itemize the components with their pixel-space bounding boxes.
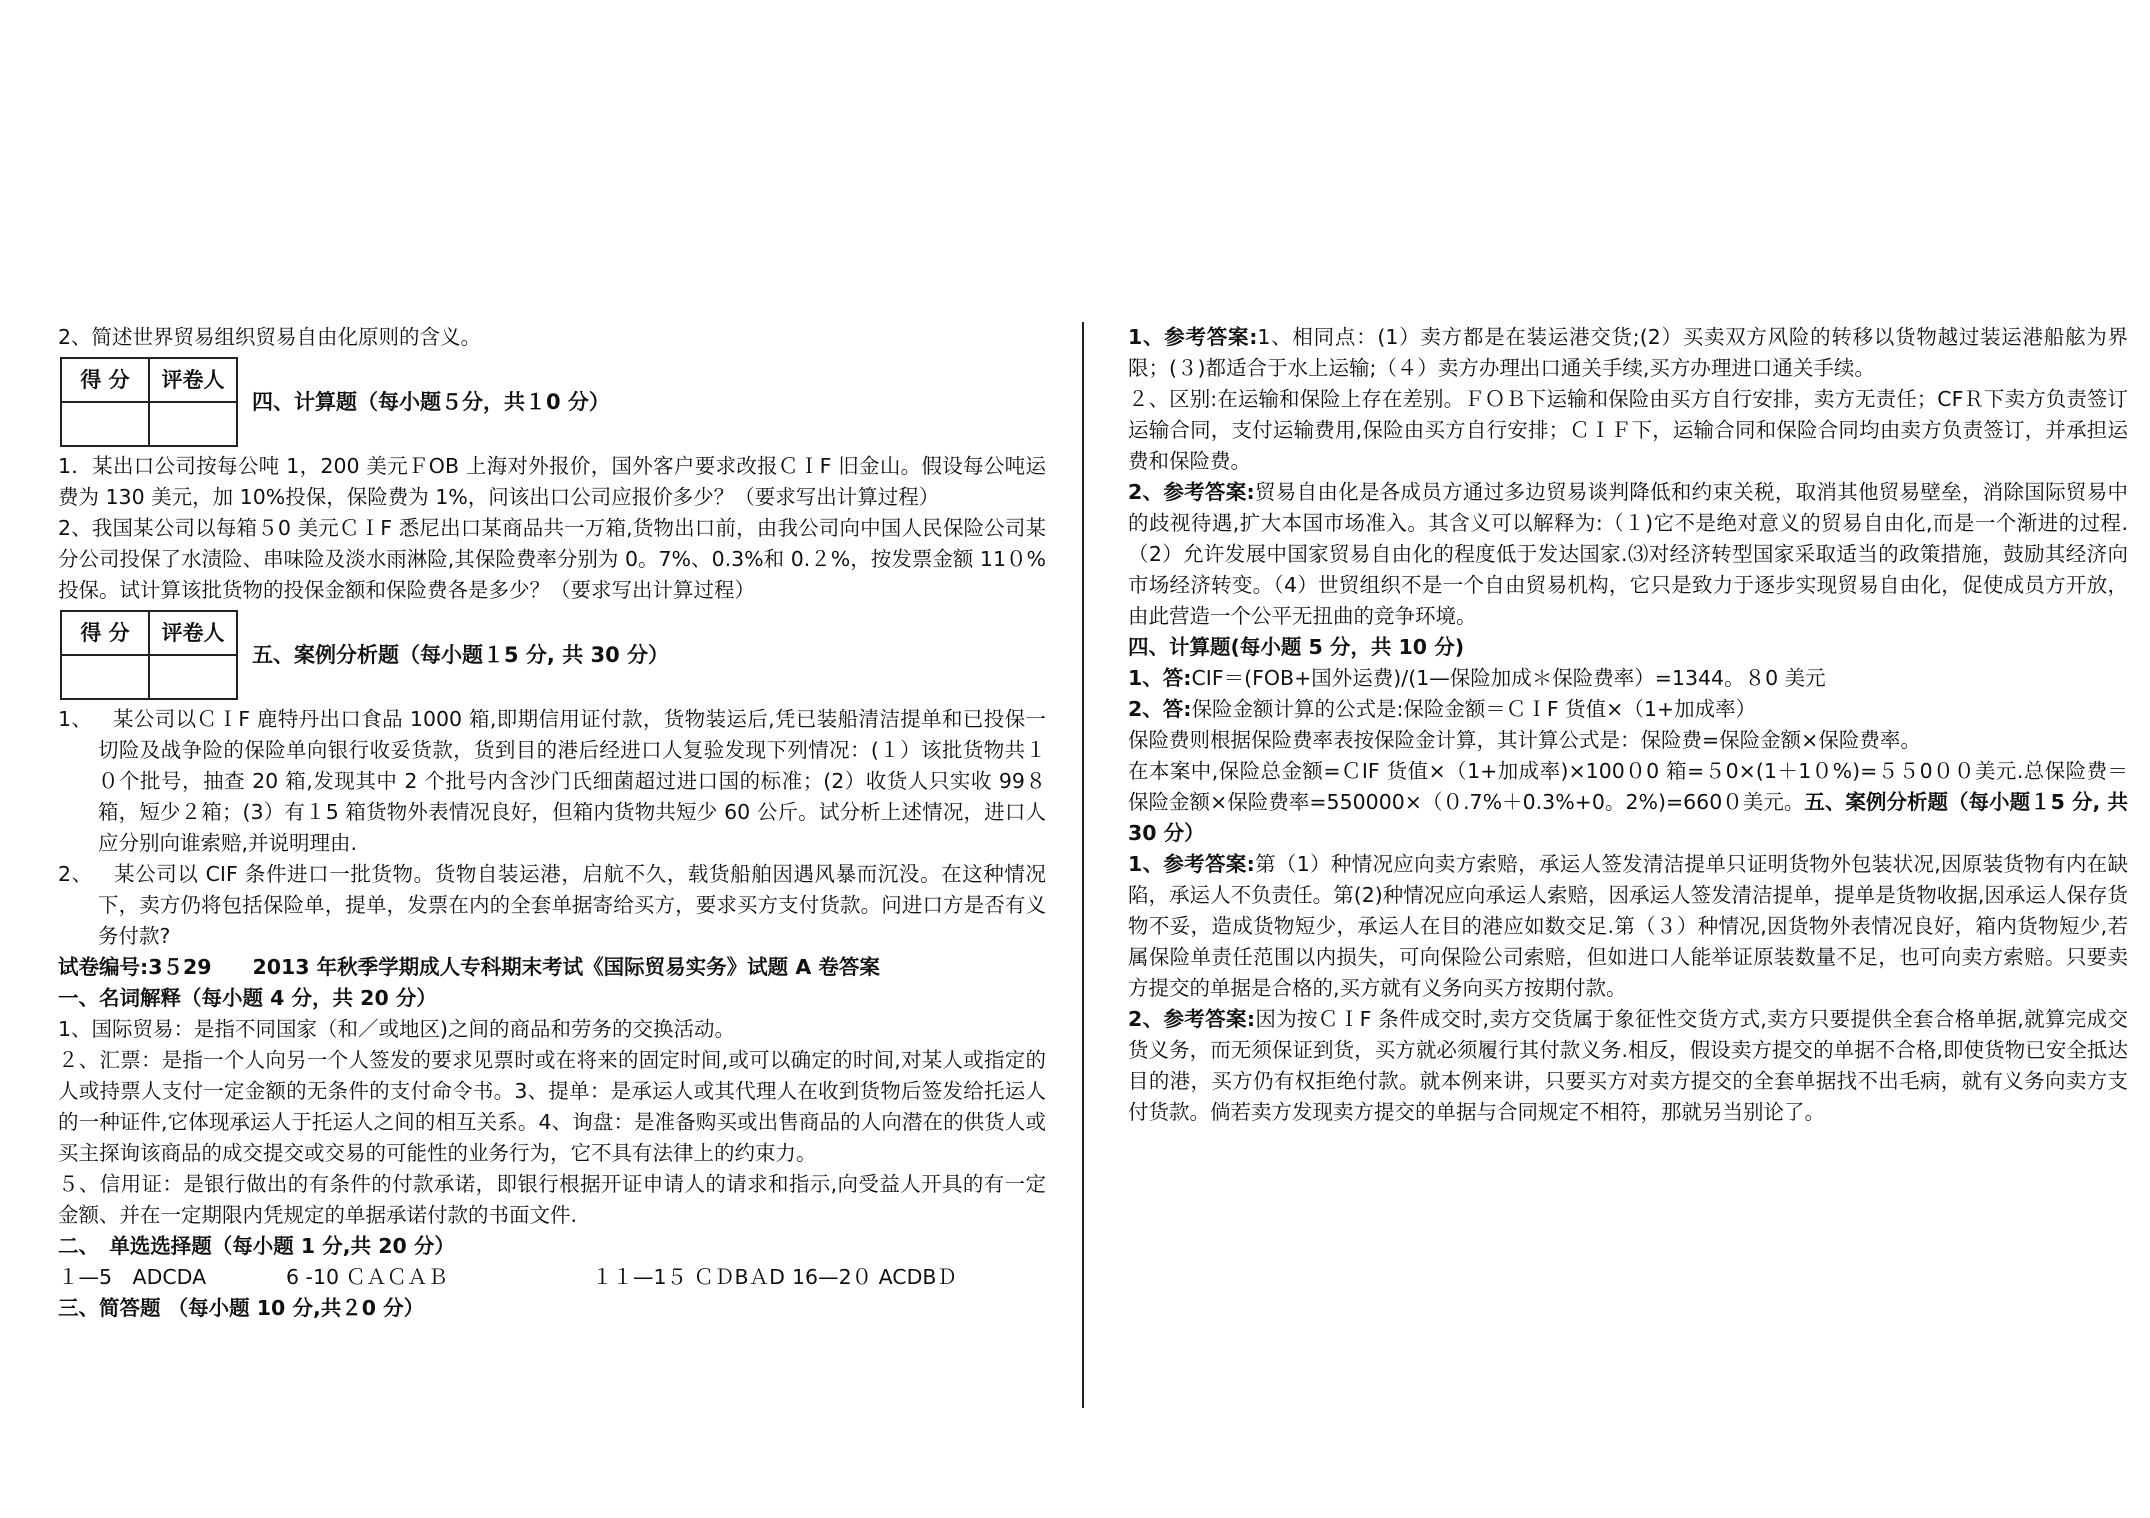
case-answer-2 [1128,1004,2128,1128]
left-column [58,322,1046,1324]
grader-label: 评卷人 [149,358,237,402]
mc-answers-16-20: 16—2０ ACDBＤ [792,1265,957,1289]
score-cell [61,402,149,446]
calc-answer-2-formula: 保险费则根据保险费率表按保险金计算，其计算公式是：保险费=保险金额×保险费率。 [1128,728,1921,752]
answer-section-1-title: 一、名词解释（每小题 4 分，共 20 分） [58,986,437,1010]
calc-answer-2 [1128,694,2128,725]
answer-term-1: 1、国际贸易：是指不同国家（和／或地区)之间的商品和劳务的交换活动。 [58,1017,736,1041]
section-4-title: 四、计算题（每小题５分，共１0 分） [252,389,610,414]
calc-answer-2-text: 保险金额计算的公式是:保险金额＝ＣＩF 货值×（1+加成率） [1191,697,1757,721]
mc-answers-11-15: １１—1５ ＣＤBＡD [592,1265,785,1289]
calc-question-2: 2、我国某公司以每箱５0 美元ＣＩF 悉尼出口某商品共一万箱,货物出口前，由我公司向中国人民保险公司某分公司投保了水渍险、串味险及淡水雨淋险,其保险费率分别为 0。7%、0.3%和 0.２%，按发票金额 11０%投保。试计算该批货物的投保金额和保险费各是多少？（要求写出计算过程） [58,516,1046,602]
grader-label: 评卷人 [149,611,237,655]
right-column [1128,322,2128,1128]
answer-term-5: ５、信用证：是银行做出的有条件的付款承诺，即银行根据开证申请人的请求和指示,向受益人开具的有一定金额、并在一定期限内凭规定的单据承诺付款的书面文件. [58,1172,1046,1227]
calc-answer-1 [1128,663,2128,694]
short-answer-1 [1128,322,2128,384]
short-answer-1-label: 1、参考答案: [1128,325,1258,349]
score-cell [61,655,149,699]
calc-answer-1-label: 1、答: [1128,666,1192,690]
case-answer-1-text: 第（1）种情况应向卖方索赔，承运人签发清洁提单只证明货物外包装状况,因原装货物有内在缺陷，承运人不负责任。第(2)种情况应向承运人索赔，因承运人签发清洁提单，提单是货物收据,因承运人保存货物不妥，造成货物短少，承运人在目的港应如数交足.第（３）种情况,因货物外表情况良好，箱内货物短少,若属保险单责任范围以内损失，可向保险公司索赔，但如进口人能举证原装数量不足，也可向卖方索赔。只要卖方提交的单据是合格的,买方就有义务向买方按期付款。 [1128,852,2128,1000]
short-answer-1-part-2: ２、区别:在运输和保险上存在差别。ＦＯＢ下运输和保险由买方自行安排，卖方无责任；CFＲ下卖方负责签订运输合同，支付运输费用,保险由买方自行安排；ＣＩＦ下，运输合同和保险合同均由卖方负责签订，并承担运费和保险费。 [1128,387,2128,473]
multiple-choice-answers [58,1262,1046,1293]
mc-answers-1-5: １—5 ADCDA [58,1265,207,1289]
answer-section-2-title: 二、 单选选择题（每小题 1 分,共 20 分） [58,1234,455,1258]
score-block-section-4 [60,357,1046,447]
score-label: 得 分 [61,358,149,402]
case-question-1-text: 某公司以ＣＩF 鹿特丹出口食品 1000 箱,即期信用证付款，货物装运后,凭已装船清洁提单和已投保一切险及战争险的保险单向银行收妥货款，货到目的港后经进口人复验发现下列情况：(１）该批货物共１０个批号，抽查 20 箱,发现其中 2 个批号内含沙门氏细菌超过进口国的标准；(2）收货人只实收 99８箱，短少２箱；(3）有１5 箱货物外表情况良好，但箱内货物共短少 60 公斤。试分析上述情况，进口人应分别向谁索赔,并说明理由. [98,707,1046,855]
case-question-2-text: 某公司以 CIF 条件进口一批货物。货物自装运港，启航不久，载货船舶因遇风暴而沉没。在这种情况下，卖方仍将包括保险单，提单，发票在内的全套单据寄给买方，要求买方支付货款。问进口方是否有义务付款? [98,862,1046,948]
score-table [60,610,238,700]
case-question-2-number: 2、 [58,862,93,886]
calc-question-1: 1．某出口公司按每公吨 1，200 美元ＦOB 上海对外报价，国外客户要求改报ＣＩF 旧金山。假设每公吨运费为 130 美元，加 10%投保，保险费为 1%，问该出口公司应报价多少？（要求写出计算过程） [58,454,1046,509]
short-answer-2-label: 2、参考答案: [1128,480,1255,504]
short-answer-2-text: 贸易自由化是各成员方通过多边贸易谈判降低和约束关税，取消其他贸易壁垒，消除国际贸易中的歧视待遇,扩大本国市场准入。其含义可以解释为:（１)它不是绝对意义的贸易自由化,而是一个渐进的过程.（2）允许发展中国家贸易自由化的程度低于发达国家.⑶对经济转型国家采取适当的政策措施，鼓励其经济向市场经济转变。（4）世贸组织不是一个自由贸易机构，它只是致力于逐步实现贸易自由化，促使成员方开放，由此营造一个公平无扭曲的竞争环境。 [1128,480,2128,628]
short-answer-2 [1128,477,2128,632]
answer-section-4-title: 四、计算题(每小题 5 分，共 10 分) [1128,635,1465,659]
short-answer-1-text: 1、相同点：(1）卖方都是在装运港交货;(2）买卖双方风险的转移以货物越过装运港船舷为界限；(３)都适合于水上运输;（４）卖方办理出口通关手续,买方办理进口通关手续。 [1128,325,2128,380]
section-5-title: 五、案例分析题（每小题１5 分, 共 30 分） [252,642,670,667]
answer-key-title: 试卷编号:3５29 2013 年秋季学期成人专科期末考试《国际贸易实务》试题 A 卷答案 [58,955,880,979]
case-question-1 [58,704,1046,859]
case-answer-1-label: 1、参考答案: [1128,852,1255,876]
grader-cell [149,655,237,699]
answer-section-5-title: 五、案例分析题（每小题１5 分, 共 30 分） [1128,790,2128,845]
case-answer-2-label: 2、参考答案: [1128,1007,1256,1031]
column-divider [1082,322,1084,1408]
case-answer-1 [1128,849,2128,1004]
case-answer-2-text: 因为按ＣＩF 条件成交时,卖方交货属于象征性交货方式,卖方只要提供全套合格单据,就算完成交货义务，而无须保证到货，买方就必须履行其付款义务.相反，假设卖方提交的单据不合格,即使货物已安全抵达目的港，买方仍有权拒绝付款。就本例来讲，只要买方对卖方提交的全套单据找不出毛病，就有义务向卖方支付货款。倘若卖方发现卖方提交的单据与合同规定不相符，那就另当别论了。 [1128,1007,2128,1124]
score-block-section-5 [60,610,1046,700]
answer-section-3-title: 三、简答题 （每小题 10 分,共２0 分） [58,1296,425,1320]
calc-answer-2-computation-text: 在本案中,保险总金额=ＣIF 货值×（1+加成率)×100０0 箱=５0×(1＋1０%)=５５0００美元.总保险费＝保险金额×保险费率=550000×（０.7%＋0.3%+0。2%)=660０美元。 [1128,759,2128,814]
answer-terms-2-4: ２、汇票：是指一个人向另一个人签发的要求见票时或在将来的固定时间,或可以确定的时间,对某人或指定的人或持票人支付一定金额的无条件的支付命令书。3、提单：是承运人或其代理人在收到货物后签发给托运人的一种证件,它体现承运人于托运人之间的相互关系。4、询盘：是准备购买或出售商品的人向潜在的供货人或买主探询该商品的成交提交或交易的可能性的业务行为，它不具有法律上的约束力。 [58,1048,1046,1165]
calc-answer-2-label: 2、答: [1128,697,1192,721]
case-question-2 [58,859,1046,952]
calc-answer-2-computation [1128,756,2128,849]
mc-answers-6-10: 6 -10 ＣＡＣＡＢ [286,1265,449,1289]
score-table [60,357,238,447]
calc-answer-1-text: CIF＝(FOB+国外运费)/(1—保险加成＊保险费率）=1344。８0 美元 [1191,666,1826,690]
short-answer-question-2: 2、简述世界贸易组织贸易自由化原则的含义。 [58,325,482,349]
score-label: 得 分 [61,611,149,655]
grader-cell [149,402,237,446]
case-question-1-number: 1、 [58,707,93,731]
